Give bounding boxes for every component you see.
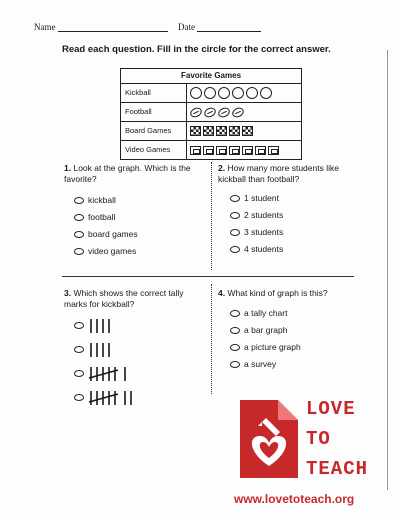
answer-bubble[interactable]	[74, 322, 84, 329]
board-game-icon	[203, 126, 214, 136]
kickball-icon	[246, 87, 258, 99]
graph-row-label: Kickball	[121, 84, 187, 102]
question-1-number: 1.	[64, 163, 72, 173]
board-game-icon	[242, 126, 253, 136]
logo-line-love: LOVE	[306, 398, 356, 420]
question-4-text: What kind of graph is this?	[227, 288, 328, 298]
picture-graph	[120, 68, 302, 160]
answer-bubble[interactable]	[74, 214, 84, 221]
board-game-icon	[229, 126, 240, 136]
answer-bubble[interactable]	[230, 310, 240, 317]
answer-bubble[interactable]	[74, 248, 84, 255]
q3-option-3[interactable]	[74, 362, 144, 384]
date-underline	[197, 22, 261, 32]
tally-marks-icon	[88, 317, 126, 333]
q2-option-2[interactable]: 2 students	[230, 210, 283, 220]
answer-bubble[interactable]	[230, 344, 240, 351]
name-line[interactable]	[34, 22, 168, 32]
q1-option-football[interactable]: football	[74, 212, 138, 222]
q2-option-3[interactable]: 3 students	[230, 227, 283, 237]
graph-row-label: Video Games	[121, 141, 187, 159]
q1-option-kickball[interactable]: kickball	[74, 195, 138, 205]
answer-bubble[interactable]	[230, 229, 240, 236]
answer-bubble[interactable]	[230, 195, 240, 202]
q4-option-picture-graph[interactable]: a picture graph	[230, 342, 301, 352]
video-game-icon	[216, 146, 227, 155]
instructions: Read each question. Fill in the circle for the correct answer.	[62, 44, 331, 55]
kickball-icon	[218, 87, 230, 99]
question-3-options	[74, 314, 144, 410]
graph-row-pictures	[187, 84, 301, 102]
logo-line-teach: TEACH	[306, 458, 369, 480]
answer-bubble[interactable]	[74, 197, 84, 204]
q4-option-tally-chart[interactable]: a tally chart	[230, 308, 301, 318]
kickball-icon	[232, 87, 244, 99]
q4-option-survey[interactable]: a survey	[230, 359, 301, 369]
answer-bubble[interactable]	[230, 327, 240, 334]
page-edge	[387, 50, 388, 490]
logo-line-to: TO	[306, 428, 331, 450]
question-2-options	[230, 193, 283, 261]
question-2-text: How many more students like kickball than football?	[218, 163, 339, 184]
q3-option-2[interactable]	[74, 338, 144, 360]
board-game-icon	[216, 126, 227, 136]
graph-row	[121, 84, 301, 103]
question-3-number: 3.	[64, 288, 72, 298]
question-4-options	[230, 308, 301, 376]
graph-row	[121, 103, 301, 122]
answer-bubble[interactable]	[74, 231, 84, 238]
question-1-text: Look at the graph. Which is the favorite?	[64, 163, 191, 184]
tally-marks-icon	[88, 365, 138, 381]
video-game-icon	[229, 146, 240, 155]
graph-row-label: Football	[121, 103, 187, 121]
answer-bubble[interactable]	[230, 246, 240, 253]
kickball-icon	[190, 87, 202, 99]
love-to-teach-logo-icon	[236, 396, 302, 482]
question-1	[64, 163, 204, 185]
logo-url[interactable]: www.lovetoteach.org	[234, 492, 355, 506]
kickball-icon	[204, 87, 216, 99]
answer-bubble[interactable]	[74, 370, 84, 377]
board-game-icon	[190, 126, 201, 136]
graph-row	[121, 141, 301, 159]
question-3-text: Which shows the correct tally marks for kickball?	[64, 288, 184, 309]
graph-title: Favorite Games	[121, 69, 301, 84]
graph-row-label: Board Games	[121, 122, 187, 140]
q3-option-1[interactable]	[74, 314, 144, 336]
divider-bottom	[211, 284, 212, 394]
question-3	[64, 288, 204, 310]
answer-bubble[interactable]	[74, 394, 84, 401]
question-2	[218, 163, 358, 185]
video-game-icon	[190, 146, 201, 155]
video-game-icon	[242, 146, 253, 155]
q4-option-bar-graph[interactable]: a bar graph	[230, 325, 301, 335]
date-line[interactable]	[178, 22, 261, 32]
football-icon	[203, 105, 218, 118]
question-4-number: 4.	[218, 288, 226, 298]
video-game-icon	[203, 146, 214, 155]
question-4	[218, 288, 358, 299]
name-underline	[58, 22, 168, 32]
divider-top	[211, 162, 212, 270]
q2-option-4[interactable]: 4 students	[230, 244, 283, 254]
question-1-options	[74, 195, 138, 263]
video-game-icon	[268, 146, 279, 155]
q1-option-board-games[interactable]: board games	[74, 229, 138, 239]
tally-marks-icon	[88, 341, 126, 357]
tally-marks-icon	[88, 389, 144, 405]
q1-option-video-games[interactable]: video games	[74, 246, 138, 256]
graph-row-pictures	[187, 103, 301, 121]
football-icon	[231, 105, 246, 118]
football-icon	[217, 105, 232, 118]
name-label: Name	[34, 22, 56, 32]
kickball-icon	[260, 87, 272, 99]
graph-row	[121, 122, 301, 141]
date-label: Date	[178, 22, 195, 32]
answer-bubble[interactable]	[230, 212, 240, 219]
football-icon	[189, 105, 204, 118]
answer-bubble[interactable]	[74, 346, 84, 353]
graph-row-pictures	[187, 122, 301, 140]
q2-option-1[interactable]: 1 student	[230, 193, 283, 203]
video-game-icon	[255, 146, 266, 155]
q3-option-4[interactable]	[74, 386, 144, 408]
question-2-number: 2.	[218, 163, 226, 173]
answer-bubble[interactable]	[230, 361, 240, 368]
divider-middle	[62, 276, 354, 277]
graph-row-pictures	[187, 141, 301, 159]
